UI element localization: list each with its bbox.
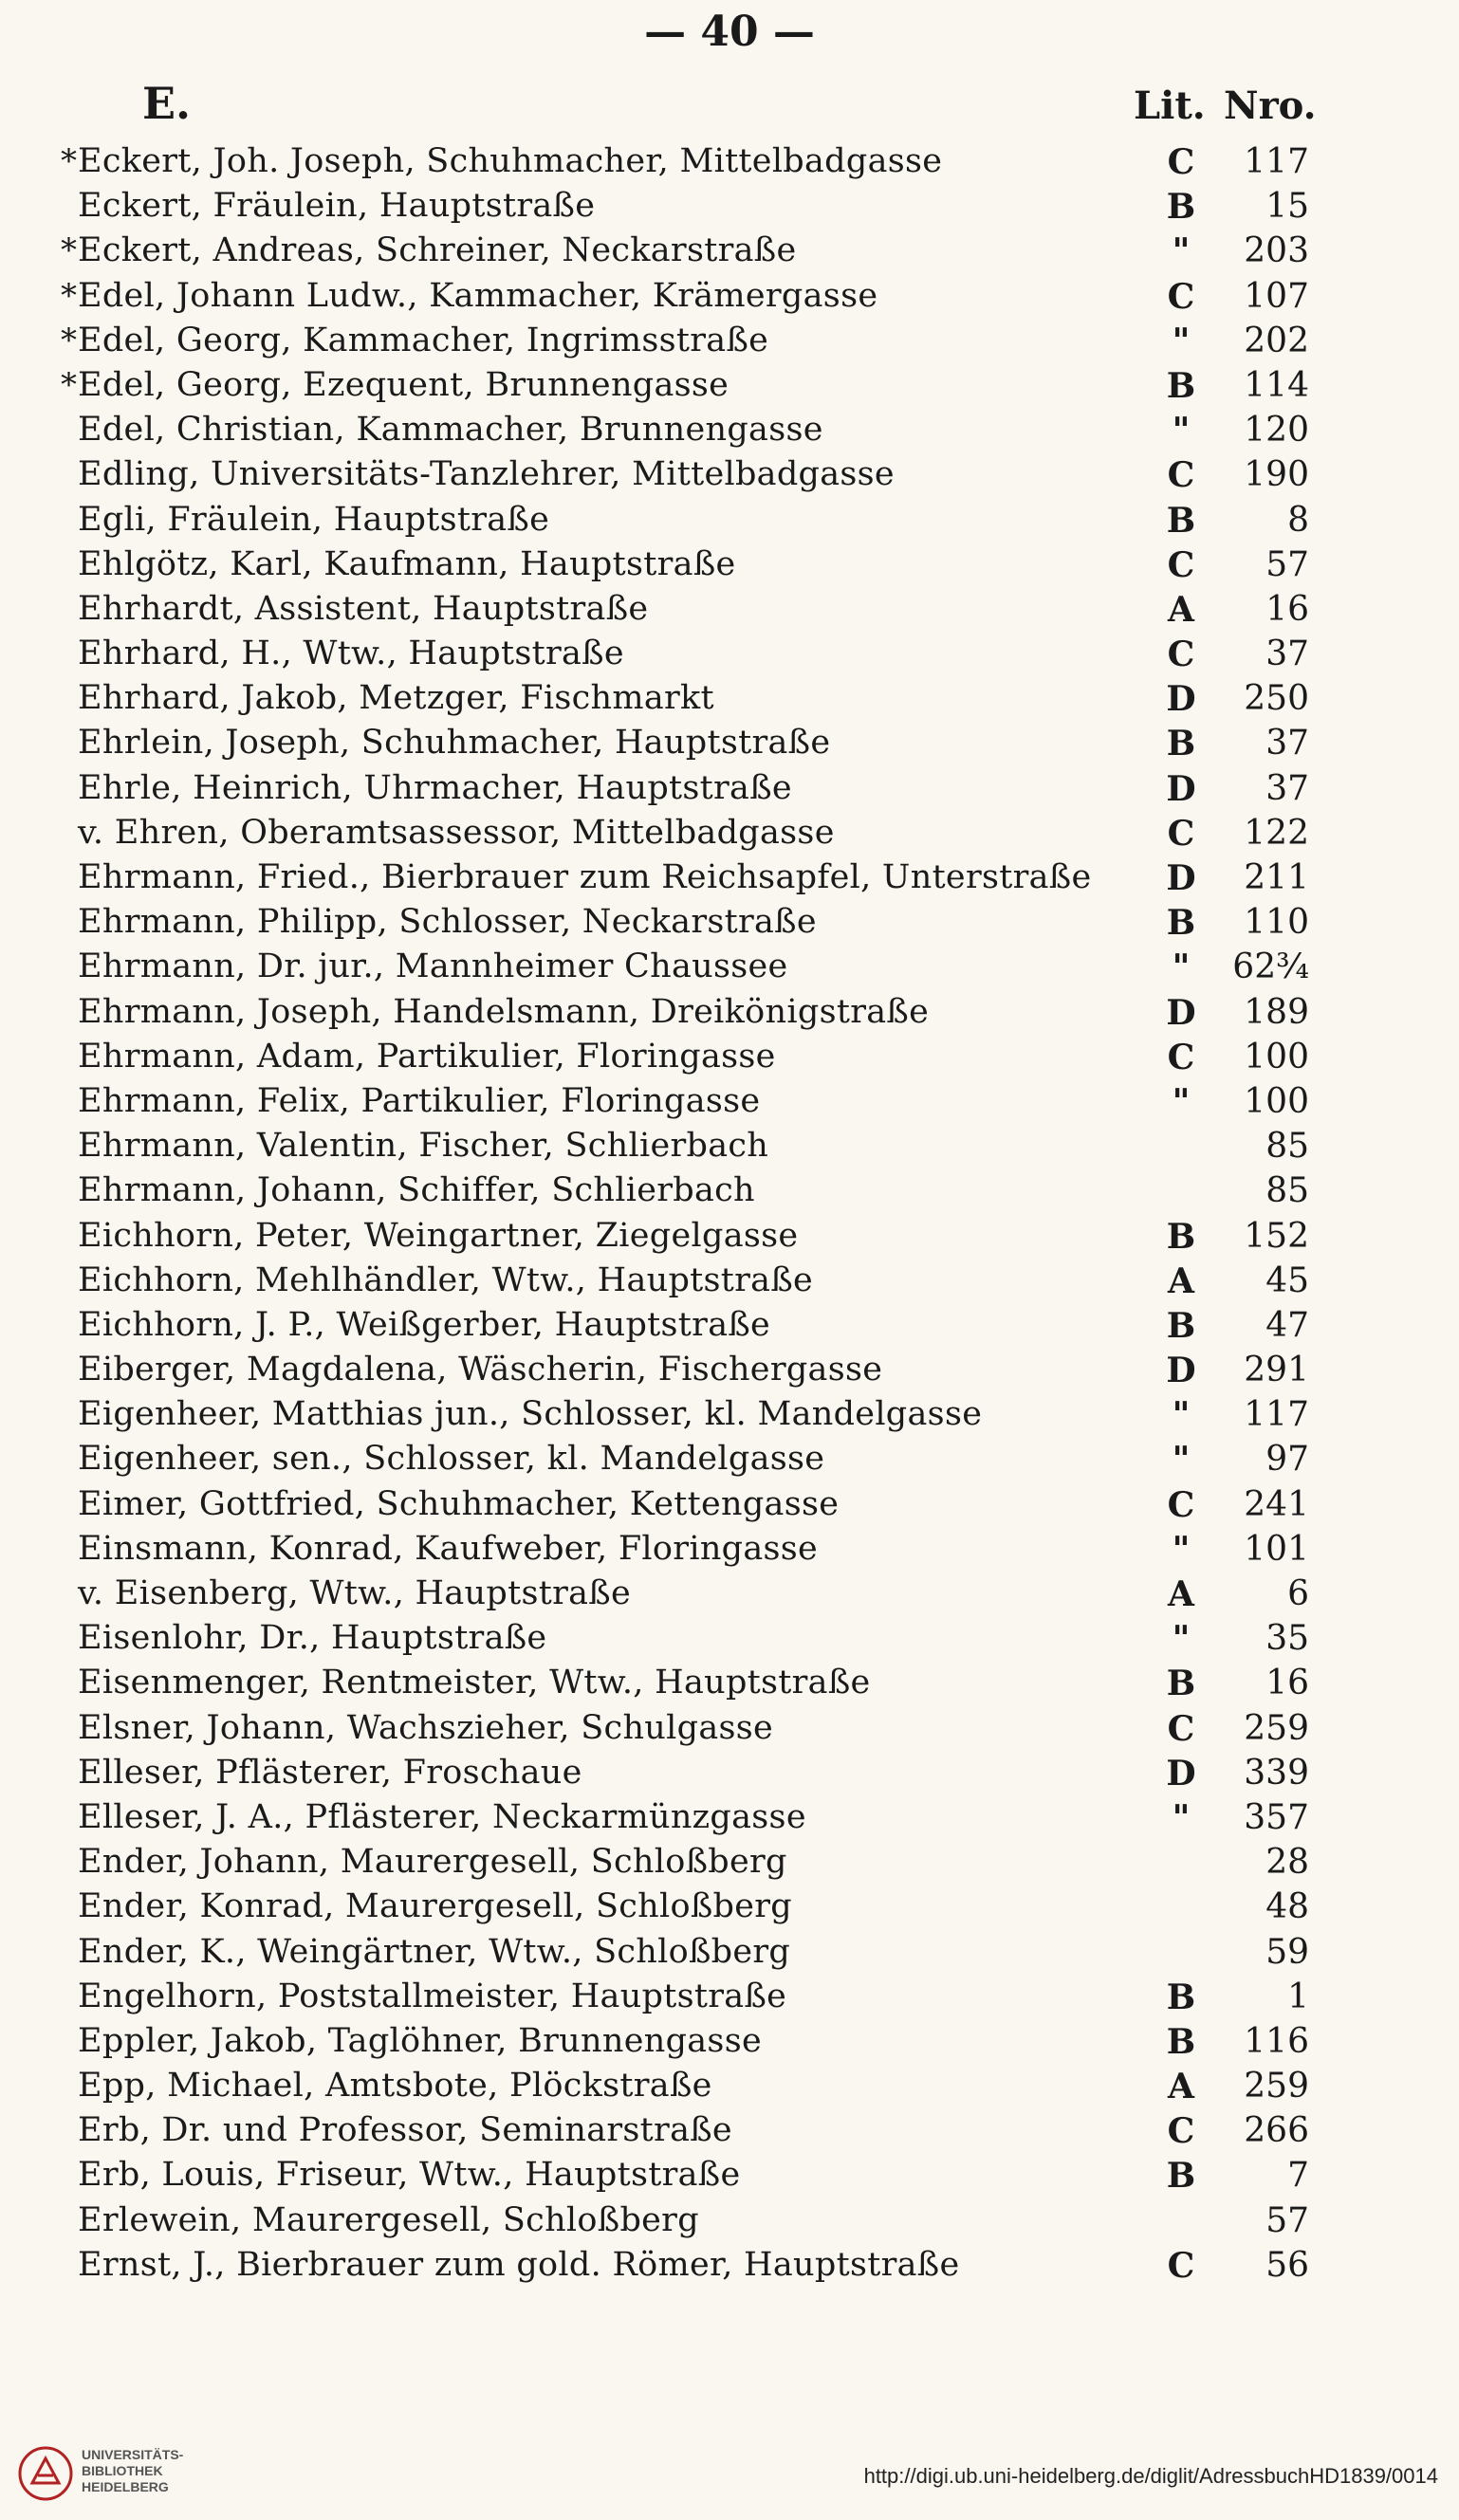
entry-lit: B: [1166, 2156, 1196, 2197]
directory-entry: [0, 901, 1459, 946]
entry-nro: 250: [1244, 679, 1309, 719]
directory-entry: [0, 677, 1459, 722]
entry-text: Eisenlohr, Dr., Hauptstraße: [78, 1619, 547, 1658]
entry-lit: B: [1166, 1977, 1196, 2017]
page-number: — 40 —: [644, 8, 815, 56]
entry-text: Ehrmann, Felix, Partikulier, Floringasse: [78, 1081, 761, 1120]
entry-nro: 339: [1244, 1753, 1309, 1793]
entry-nro: 116: [1244, 2021, 1309, 2061]
directory-entry: [0, 1662, 1459, 1706]
directory-entry: [0, 812, 1459, 856]
entry-text: Ehrmann, Dr. jur., Mannheimer Chaussee: [78, 947, 788, 986]
entry-lit: C: [1167, 455, 1195, 496]
entry-text: Ehrmann, Fried., Bierbrauer zum Reichsapfel, Unterstraße: [78, 858, 1092, 896]
entry-nro: 101: [1244, 1529, 1309, 1569]
directory-entry: [0, 1931, 1459, 1976]
directory-entry: [0, 633, 1459, 677]
entry-mark: *: [61, 276, 77, 315]
directory-entry: [0, 1080, 1459, 1125]
directory-entry: [0, 946, 1459, 990]
entry-nro: 114: [1244, 365, 1309, 405]
entry-lit: ": [1172, 947, 1191, 988]
directory-entry: [0, 767, 1459, 812]
entry-nro: 37: [1265, 635, 1309, 674]
entry-nro: 291: [1244, 1351, 1309, 1390]
entry-text: Edling, Universitäts-Tanzlehrer, Mittelbadgasse: [78, 455, 895, 494]
directory-entry: [0, 856, 1459, 901]
entry-text: Ehrhard, Jakob, Metzger, Fischmarkt: [78, 679, 714, 718]
entry-text: Ehrhard, H., Wtw., Hauptstraße: [78, 635, 624, 673]
entry-nro: 28: [1265, 1843, 1309, 1883]
entry-lit: B: [1166, 187, 1196, 228]
entry-lit: B: [1166, 365, 1196, 406]
entry-lit: C: [1167, 1708, 1195, 1749]
library-name-line: BIBLIOTHEK: [82, 2463, 163, 2478]
entry-nro: 47: [1265, 1305, 1309, 1345]
entry-lit: ": [1172, 1619, 1191, 1660]
entry-nro: 357: [1244, 1797, 1309, 1837]
directory-entry: [0, 1438, 1459, 1482]
entry-text: Ender, Johann, Maurergesell, Schloßberg: [78, 1843, 787, 1882]
entry-lit: D: [1166, 768, 1196, 809]
directory-entry: [0, 1752, 1459, 1796]
directory-entry: [0, 1483, 1459, 1528]
entry-text: Einsmann, Konrad, Kaufweber, Floringasse: [78, 1529, 819, 1568]
column-header-lit: Lit.: [1134, 83, 1206, 128]
directory-entry: [0, 1573, 1459, 1617]
entry-lit: A: [1168, 1574, 1194, 1614]
directory-entry: [0, 1707, 1459, 1752]
entry-lit: B: [1166, 724, 1196, 764]
directory-entry: [0, 543, 1459, 588]
entry-lit: A: [1168, 589, 1194, 630]
section-letter: E.: [142, 78, 192, 129]
directory-entry: [0, 1304, 1459, 1349]
directory-entry: [0, 499, 1459, 543]
entry-text: Elleser, J. A., Pflästerer, Neckarmünzgasse: [78, 1797, 806, 1836]
directory-entry: [0, 2109, 1459, 2154]
entry-nro: 202: [1244, 321, 1309, 360]
entry-text: Engelhorn, Poststallmeister, Hauptstraße: [78, 1977, 787, 2015]
entry-nro: 97: [1265, 1440, 1309, 1480]
entry-nro: 241: [1244, 1484, 1309, 1524]
entry-lit: A: [1168, 2067, 1194, 2107]
directory-entry: [0, 991, 1459, 1036]
entry-nro: 62¾: [1232, 947, 1309, 987]
entry-nro: 189: [1244, 992, 1309, 1032]
entry-lit: D: [1166, 1351, 1196, 1391]
entry-lit: C: [1167, 276, 1195, 317]
directory-entry: [0, 588, 1459, 633]
entry-lit: C: [1167, 1037, 1195, 1077]
directory-entry: [0, 409, 1459, 453]
entry-lit: C: [1167, 635, 1195, 675]
directory-entry: [0, 1976, 1459, 2020]
directory-entry: [0, 275, 1459, 320]
entry-text: Elsner, Johann, Wachszieher, Schulgasse: [78, 1708, 774, 1747]
entry-text: Ernst, J., Bierbrauer zum gold. Römer, Hauptstraße: [78, 2245, 960, 2284]
entry-lit: ": [1172, 321, 1191, 361]
entry-text: Edel, Georg, Kammacher, Ingrimsstraße: [78, 321, 769, 359]
directory-entry: [0, 1393, 1459, 1438]
entry-nro: 190: [1244, 455, 1309, 495]
entry-nro: 100: [1244, 1081, 1309, 1121]
entry-text: Ehrle, Heinrich, Uhrmacher, Hauptstraße: [78, 768, 792, 807]
entry-text: Eichhorn, Mehlhändler, Wtw., Hauptstraße: [78, 1260, 814, 1299]
entry-text: Eckert, Andreas, Schreiner, Neckarstraße: [78, 231, 797, 270]
entry-nro: 259: [1244, 2067, 1309, 2106]
entry-lit: C: [1167, 142, 1195, 182]
directory-entry: [0, 1885, 1459, 1930]
entry-lit: B: [1166, 1664, 1196, 1704]
directory-entry: [0, 364, 1459, 409]
entry-text: Eppler, Jakob, Taglöhner, Brunnengasse: [78, 2021, 762, 2060]
footer: [0, 2428, 1459, 2520]
entry-nro: 37: [1265, 768, 1309, 808]
entry-text: Eckert, Fräulein, Hauptstraße: [78, 187, 596, 226]
entry-nro: 120: [1244, 411, 1309, 451]
entry-nro: 45: [1265, 1260, 1309, 1300]
entry-lit: B: [1166, 1305, 1196, 1346]
entry-text: Eiberger, Magdalena, Wäscherin, Fischergasse: [78, 1351, 883, 1389]
directory-entry: [0, 2020, 1459, 2065]
entry-nro: 16: [1265, 1664, 1309, 1703]
entry-nro: 57: [1265, 2200, 1309, 2240]
entry-lit: ": [1172, 231, 1191, 272]
entry-nro: 59: [1265, 1932, 1309, 1972]
directory-entry: [0, 1215, 1459, 1260]
entry-nro: 57: [1265, 544, 1309, 584]
entry-nro: 7: [1287, 2156, 1309, 2196]
entry-lit: C: [1167, 2245, 1195, 2286]
column-header-nro: Nro.: [1224, 83, 1317, 128]
directory-entry: [0, 453, 1459, 498]
directory-entry: [0, 722, 1459, 766]
entry-text: Eimer, Gottfried, Schuhmacher, Kettengasse: [78, 1484, 840, 1523]
entry-nro: 259: [1244, 1708, 1309, 1748]
directory-entry: [0, 1169, 1459, 1214]
directory-entry: [0, 2199, 1459, 2244]
directory-entry: [0, 1528, 1459, 1573]
entry-mark: *: [61, 365, 77, 404]
library-name: [82, 2447, 183, 2495]
entry-nro: 117: [1244, 142, 1309, 181]
entry-nro: 266: [1244, 2111, 1309, 2151]
entry-nro: 152: [1244, 1216, 1309, 1256]
entry-text: v. Ehren, Oberamtsassessor, Mittelbadgasse: [78, 813, 835, 852]
directory-entry: [0, 1796, 1459, 1841]
directory-entry: [0, 2065, 1459, 2109]
entry-lit: C: [1167, 544, 1195, 585]
entry-lit: ": [1172, 411, 1191, 451]
entry-nro: 56: [1265, 2245, 1309, 2285]
entry-nro: 15: [1265, 187, 1309, 227]
entry-lit: ": [1172, 1797, 1191, 1838]
entry-text: Ehrmann, Valentin, Fischer, Schlierbach: [78, 1127, 769, 1166]
entry-text: Egli, Fräulein, Hauptstraße: [78, 500, 550, 539]
entry-text: Ender, K., Weingärtner, Wtw., Schloßberg: [78, 1932, 791, 1971]
entry-mark: *: [61, 321, 77, 359]
directory-entry: [0, 2244, 1459, 2289]
entry-text: Ehrhardt, Assistent, Hauptstraße: [78, 589, 649, 628]
entry-text: Eckert, Joh. Joseph, Schuhmacher, Mittelbadgasse: [78, 142, 943, 180]
source-url-link[interactable]: http://digi.ub.uni-heidelberg.de/diglit/AdressbuchHD1839/0014: [863, 2464, 1438, 2488]
directory-entry: [0, 1260, 1459, 1304]
entry-lit: C: [1167, 2111, 1195, 2152]
entry-nro: 107: [1244, 276, 1309, 316]
entry-text: Ehrmann, Philipp, Schlosser, Neckarstraße: [78, 903, 817, 942]
column-header-row: [76, 78, 1328, 135]
directory-entries: [0, 140, 1459, 2289]
entry-nro: 117: [1244, 1395, 1309, 1435]
entry-text: Ehrlein, Joseph, Schuhmacher, Hauptstraße: [78, 724, 831, 763]
entry-nro: 122: [1244, 813, 1309, 853]
entry-lit: B: [1166, 903, 1196, 944]
library-logo-icon: [17, 2445, 74, 2502]
entry-text: Edel, Christian, Kammacher, Brunnengasse: [78, 411, 823, 450]
directory-entry: [0, 1841, 1459, 1885]
entry-text: Eigenheer, Matthias jun., Schlosser, kl. Mandelgasse: [78, 1395, 983, 1434]
directory-entry: [0, 320, 1459, 364]
entry-nro: 8: [1287, 500, 1309, 540]
entry-text: Ehrmann, Joseph, Handelsmann, Dreikönigstraße: [78, 992, 930, 1031]
directory-entry: [0, 1349, 1459, 1393]
entry-text: Ehlgötz, Karl, Kaufmann, Hauptstraße: [78, 544, 736, 583]
entry-text: Edel, Johann Ludw., Kammacher, Krämergasse: [78, 276, 878, 315]
entry-text: Eichhorn, Peter, Weingartner, Ziegelgasse: [78, 1216, 799, 1255]
entry-lit: D: [1166, 1753, 1196, 1793]
entry-nro: 110: [1244, 903, 1309, 943]
directory-entry: [0, 1617, 1459, 1662]
entry-text: Ender, Konrad, Maurergesell, Schloßberg: [78, 1887, 792, 1926]
entry-mark: *: [61, 231, 77, 270]
entry-nro: 16: [1265, 589, 1309, 629]
entry-lit: ": [1172, 1440, 1191, 1481]
entry-nro: 85: [1265, 1127, 1309, 1167]
entry-lit: C: [1167, 813, 1195, 854]
entry-lit: ": [1172, 1395, 1191, 1436]
entry-text: Erlewein, Maurergesell, Schloßberg: [78, 2200, 699, 2239]
entry-text: Eigenheer, sen., Schlosser, kl. Mandelgasse: [78, 1440, 825, 1479]
entry-lit: B: [1166, 500, 1196, 541]
entry-lit: B: [1166, 2021, 1196, 2062]
entry-nro: 85: [1265, 1171, 1309, 1211]
entry-lit: D: [1166, 992, 1196, 1033]
library-name-line: HEIDELBERG: [82, 2479, 169, 2494]
library-name-line: UNIVERSITÄTS-: [82, 2447, 184, 2462]
entry-text: Ehrmann, Adam, Partikulier, Floringasse: [78, 1037, 776, 1076]
directory-entry: [0, 1125, 1459, 1169]
entry-nro: 35: [1265, 1619, 1309, 1659]
entry-text: Erb, Louis, Friseur, Wtw., Hauptstraße: [78, 2156, 741, 2195]
entry-text: Erb, Dr. und Professor, Seminarstraße: [78, 2111, 732, 2150]
entry-lit: A: [1168, 1260, 1194, 1301]
directory-entry: [0, 1036, 1459, 1080]
entry-text: Elleser, Pflästerer, Froschaue: [78, 1753, 582, 1792]
entry-lit: C: [1167, 1484, 1195, 1525]
directory-entry: [0, 2154, 1459, 2198]
entry-nro: 6: [1287, 1574, 1309, 1613]
entry-text: Epp, Michael, Amtsbote, Plöckstraße: [78, 2067, 712, 2106]
entry-nro: 48: [1265, 1887, 1309, 1927]
entry-lit: D: [1166, 858, 1196, 898]
entry-lit: B: [1166, 1216, 1196, 1257]
entry-lit: ": [1172, 1529, 1191, 1570]
entry-nro: 37: [1265, 724, 1309, 763]
directory-entry: [0, 185, 1459, 230]
entry-lit: D: [1166, 679, 1196, 720]
entry-text: Ehrmann, Johann, Schiffer, Schlierbach: [78, 1171, 755, 1210]
entry-nro: 211: [1244, 858, 1309, 897]
directory-entry: [0, 230, 1459, 274]
entry-text: Eisenmenger, Rentmeister, Wtw., Hauptstraße: [78, 1664, 871, 1702]
entry-text: v. Eisenberg, Wtw., Hauptstraße: [78, 1574, 631, 1612]
entry-mark: *: [61, 142, 77, 180]
entry-text: Eichhorn, J. P., Weißgerber, Hauptstraße: [78, 1305, 771, 1344]
entry-nro: 1: [1287, 1977, 1309, 2016]
entry-text: Edel, Georg, Ezequent, Brunnengasse: [78, 365, 730, 404]
entry-lit: ": [1172, 1081, 1191, 1122]
entry-nro: 100: [1244, 1037, 1309, 1076]
directory-entry: [0, 140, 1459, 185]
entry-nro: 203: [1244, 231, 1309, 271]
